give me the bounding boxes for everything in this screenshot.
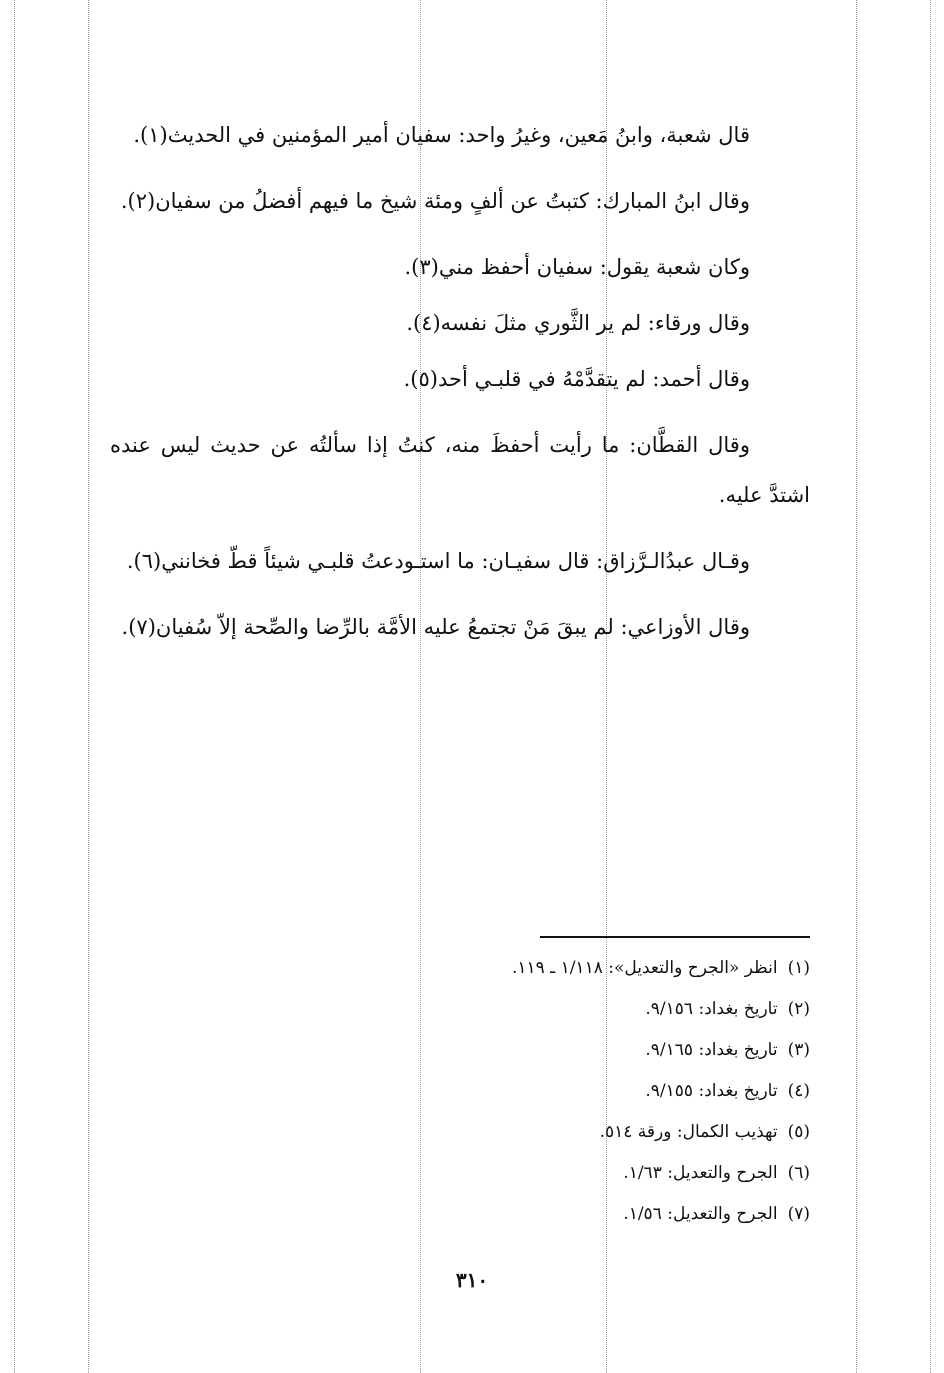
footnote: [110, 948, 810, 989]
footnote-text: تهذيب الكمال: ورقة ٥١٤.: [599, 1122, 778, 1142]
main-text: [110, 110, 810, 668]
scan-guide-line: [14, 0, 15, 1373]
footnote-number: (٣): [787, 1040, 810, 1060]
footnote: [110, 1112, 810, 1153]
paragraph: وقال ابنُ المبارك: كتبتُ عن ألفٍ ومئة شيخ ما فيهم أفضلُ من سفيان(٢).: [120, 189, 750, 213]
scan-guide-line: [856, 0, 857, 1373]
footnote-text: تاريخ بغداد: ٩/١٥٥.: [645, 1081, 778, 1101]
paragraph: وقال أحمد: لم يتقدَّمْهُ في قلبـي أحد(٥).: [403, 367, 750, 391]
paragraph: وقال الأوزاعي: لم يبقَ مَنْ تجتمعُ عليه الأمَّة بالرِّضا والصِّحة إلاّ سُفيان(٧).: [121, 615, 750, 639]
scan-guide-line: [930, 0, 931, 1373]
footnote: [110, 1194, 810, 1235]
footnote-number: (٢): [787, 999, 810, 1019]
scan-guide-line: [88, 0, 89, 1373]
footnote-number: (٦): [787, 1163, 810, 1183]
paragraph: وقال القطَّان: ما رأيت أحفظَ منه، كنتُ إذا سألتُه عن حديث ليس عنده اشتدَّ عليه.: [110, 433, 810, 507]
paragraph: وكان شعبة يقول: سفيان أحفظ مني(٣).: [404, 255, 750, 279]
footnote-text: تاريخ بغداد: ٩/١٥٦.: [645, 999, 778, 1019]
footnote-text: تاريخ بغداد: ٩/١٦٥.: [645, 1040, 778, 1060]
footnote: [110, 1030, 810, 1071]
page-number: ٣١٠: [455, 1268, 489, 1292]
footnote-text: الجرح والتعديل: ١/٥٦.: [623, 1204, 778, 1224]
footnote: [110, 1153, 810, 1194]
footnote-separator: [540, 936, 810, 938]
footnote-number: (٥): [787, 1122, 810, 1142]
paragraph: قال شعبة، وابنُ مَعين، وغيرُ واحد: سفيان أمير المؤمنين في الحديث(١).: [133, 123, 750, 147]
footnote-text: الجرح والتعديل: ١/٦٣.: [623, 1163, 778, 1183]
footnote-text: انظر «الجرح والتعديل»: ١/١١٨ ـ ١١٩.: [511, 958, 778, 978]
footnote-number: (٤): [787, 1081, 810, 1101]
paragraph: وقال ورقاء: لم ير الثَّوري مثلَ نفسه(٤).: [406, 311, 750, 335]
footnote-number: (٧): [787, 1204, 810, 1224]
footnote: [110, 989, 810, 1030]
footnotes: [110, 948, 810, 1235]
paragraph: وقـال عبدُالـرَّزاق: قال سفيـان: ما استـودعتُ قلبـي شيئاً قطّ فخانني(٦).: [126, 549, 750, 573]
footnote-number: (١): [787, 958, 810, 978]
footnote: [110, 1071, 810, 1112]
